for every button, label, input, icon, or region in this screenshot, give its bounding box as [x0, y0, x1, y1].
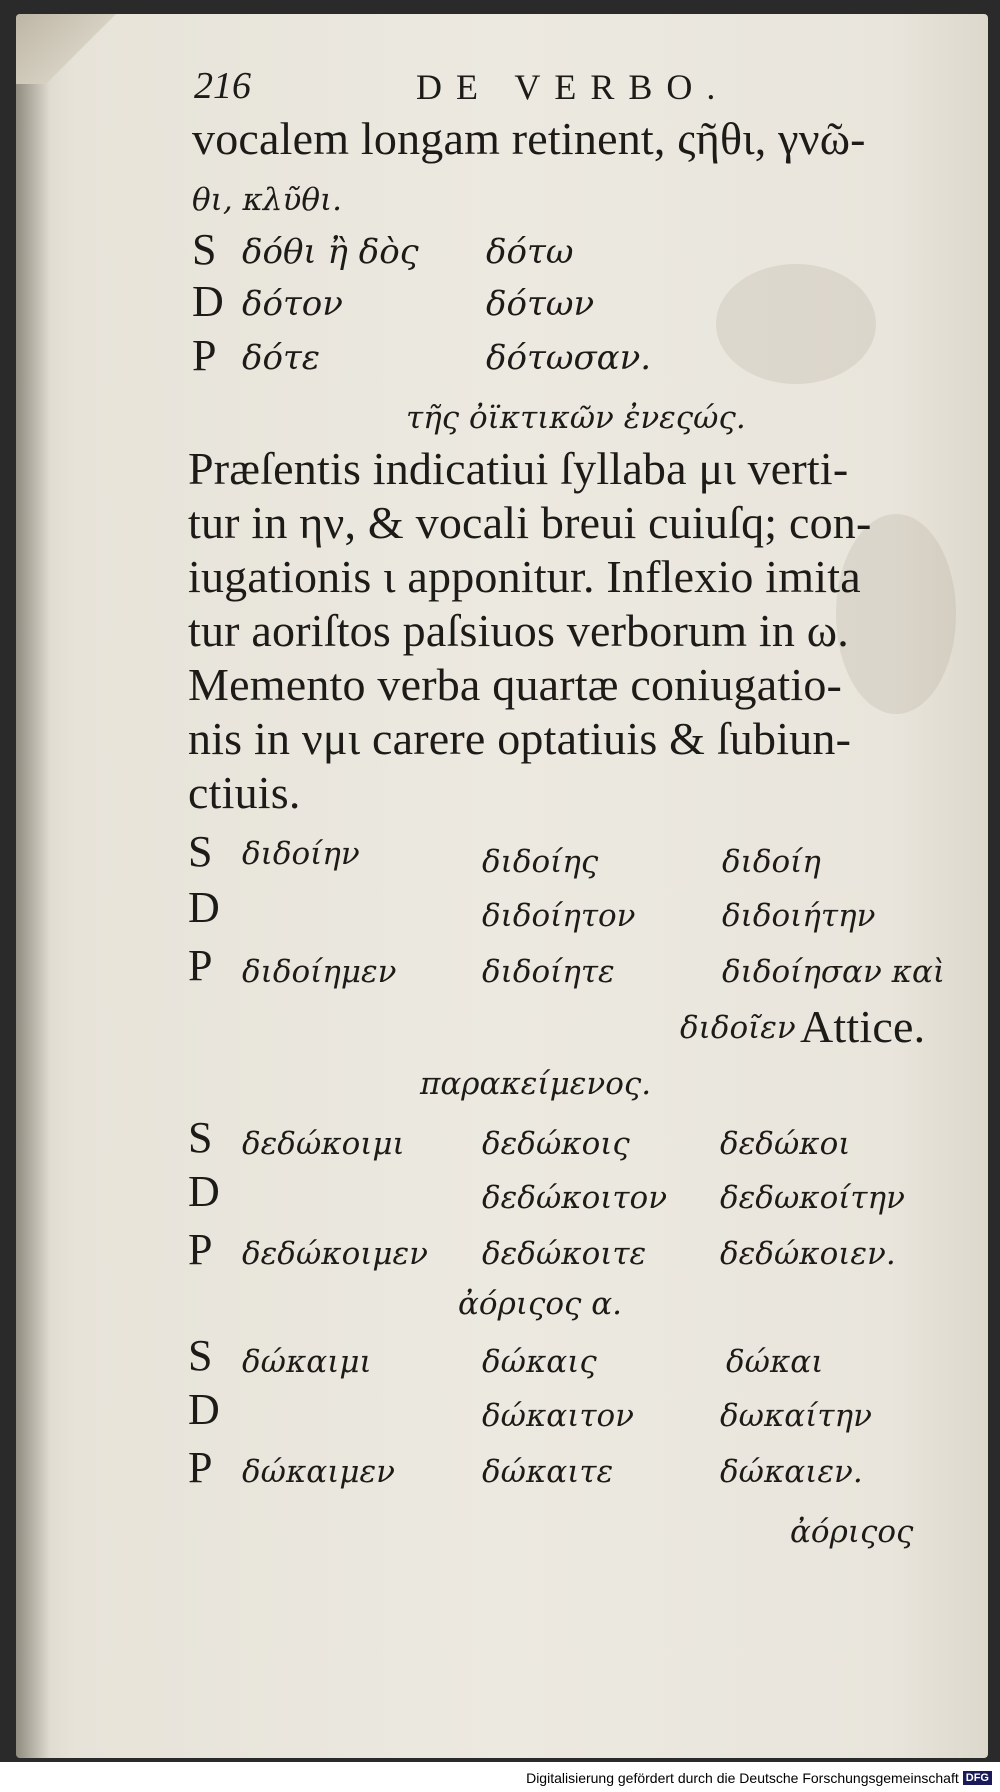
- greek-form: δεδώκοιεν.: [720, 1236, 896, 1272]
- greek-form: δότον: [242, 284, 343, 324]
- greek-form: δώκαιμεν: [242, 1454, 395, 1490]
- text-line: θι, κλῦθι.: [192, 182, 343, 218]
- text-line: Præſentis indicatiui ſyllaba μι verti-: [188, 443, 849, 494]
- greek-form: δόθι ἢ δὸς: [242, 232, 419, 272]
- greek-form: δεδώκοιτον: [482, 1180, 668, 1216]
- section-heading: ἀόριςος α.: [458, 1286, 623, 1322]
- text-line: tur aoriſtos paſsiuos verborum in ω.: [188, 605, 849, 656]
- number-label: P: [188, 1225, 213, 1274]
- text-line: tur in ην, & vocali breui cuiuſq; con-: [188, 497, 872, 548]
- number-label: D: [188, 1385, 220, 1434]
- number-label: S: [188, 1113, 213, 1162]
- text-line: Memento verba quartæ coniugatio-: [188, 659, 843, 710]
- torn-corner: [16, 14, 126, 84]
- digitization-credit: [526, 1770, 992, 1786]
- greek-form: δεδώκοιμι: [242, 1126, 405, 1162]
- greek-form: δεδώκοις: [482, 1126, 630, 1162]
- greek-form: δεδώκοι: [720, 1126, 851, 1162]
- greek-form: δώκαις: [482, 1344, 597, 1380]
- text-line: iugationis ι apponitur. Inflexio imita: [188, 551, 861, 602]
- greek-form: δότε: [242, 338, 320, 378]
- section-heading: παρακείμενος.: [420, 1066, 652, 1102]
- greek-form: διδοίημεν: [242, 954, 397, 990]
- text-line: nis in νμι carere optatiuis & ſubiun-: [188, 713, 852, 764]
- number-label: S: [188, 1331, 213, 1380]
- greek-form: δώκαιεν.: [720, 1454, 863, 1490]
- greek-form: δότων: [486, 284, 595, 324]
- text-line: vocalem longam retinent, ςῆθι, γνῶ-: [192, 113, 866, 164]
- running-head: DE VERBO.: [416, 67, 730, 107]
- greek-form: δώκαιτε: [482, 1454, 614, 1490]
- number-label: D: [188, 1167, 220, 1216]
- greek-form: διδοίητον: [482, 898, 636, 934]
- spine-shadow: [16, 14, 50, 1758]
- greek-form: δώκαιτον: [482, 1398, 635, 1434]
- text-line: ctiuis.: [188, 767, 301, 818]
- credit-text: Digitalisierung gefördert durch die Deutsche Forschungsgemeinschaft: [526, 1770, 959, 1786]
- page-number: 216: [194, 65, 251, 107]
- greek-form: διδοιήτην: [722, 898, 876, 934]
- dfg-logo: DFG: [963, 1771, 992, 1785]
- greek-form: δότωσαν.: [486, 338, 652, 378]
- number-label: P: [188, 941, 213, 990]
- greek-form: δεδωκοίτην: [720, 1180, 905, 1216]
- book-page: [16, 14, 988, 1758]
- greek-form: διδοίησαν καὶ: [722, 954, 946, 990]
- greek-form: διδοίητε: [482, 954, 615, 990]
- number-label: S: [188, 827, 213, 876]
- greek-form: διδοίη: [722, 844, 821, 880]
- greek-form: διδοίην: [242, 836, 360, 872]
- number-label: D: [192, 277, 224, 326]
- paper-stain: [716, 264, 876, 384]
- greek-form: δεδώκοιτε: [482, 1236, 647, 1272]
- number-label: P: [192, 331, 217, 380]
- greek-form: δότω: [486, 232, 574, 272]
- greek-form: διδοῖεν: [680, 1010, 796, 1046]
- number-label: P: [188, 1443, 213, 1492]
- number-label: D: [188, 883, 220, 932]
- catchword: ἀόριςος: [790, 1514, 914, 1550]
- greek-form: δεδώκοιμεν: [242, 1236, 429, 1272]
- text-line: Attice.: [800, 1001, 926, 1052]
- section-heading: τῆς ὀϊκτικῶν ἐνεςώς.: [406, 400, 746, 436]
- greek-form: δώκαιμι: [242, 1344, 372, 1380]
- greek-form: δωκαίτην: [720, 1398, 872, 1434]
- greek-form: δώκαι: [726, 1344, 824, 1380]
- number-label: S: [192, 225, 217, 274]
- greek-form: διδοίης: [482, 844, 599, 880]
